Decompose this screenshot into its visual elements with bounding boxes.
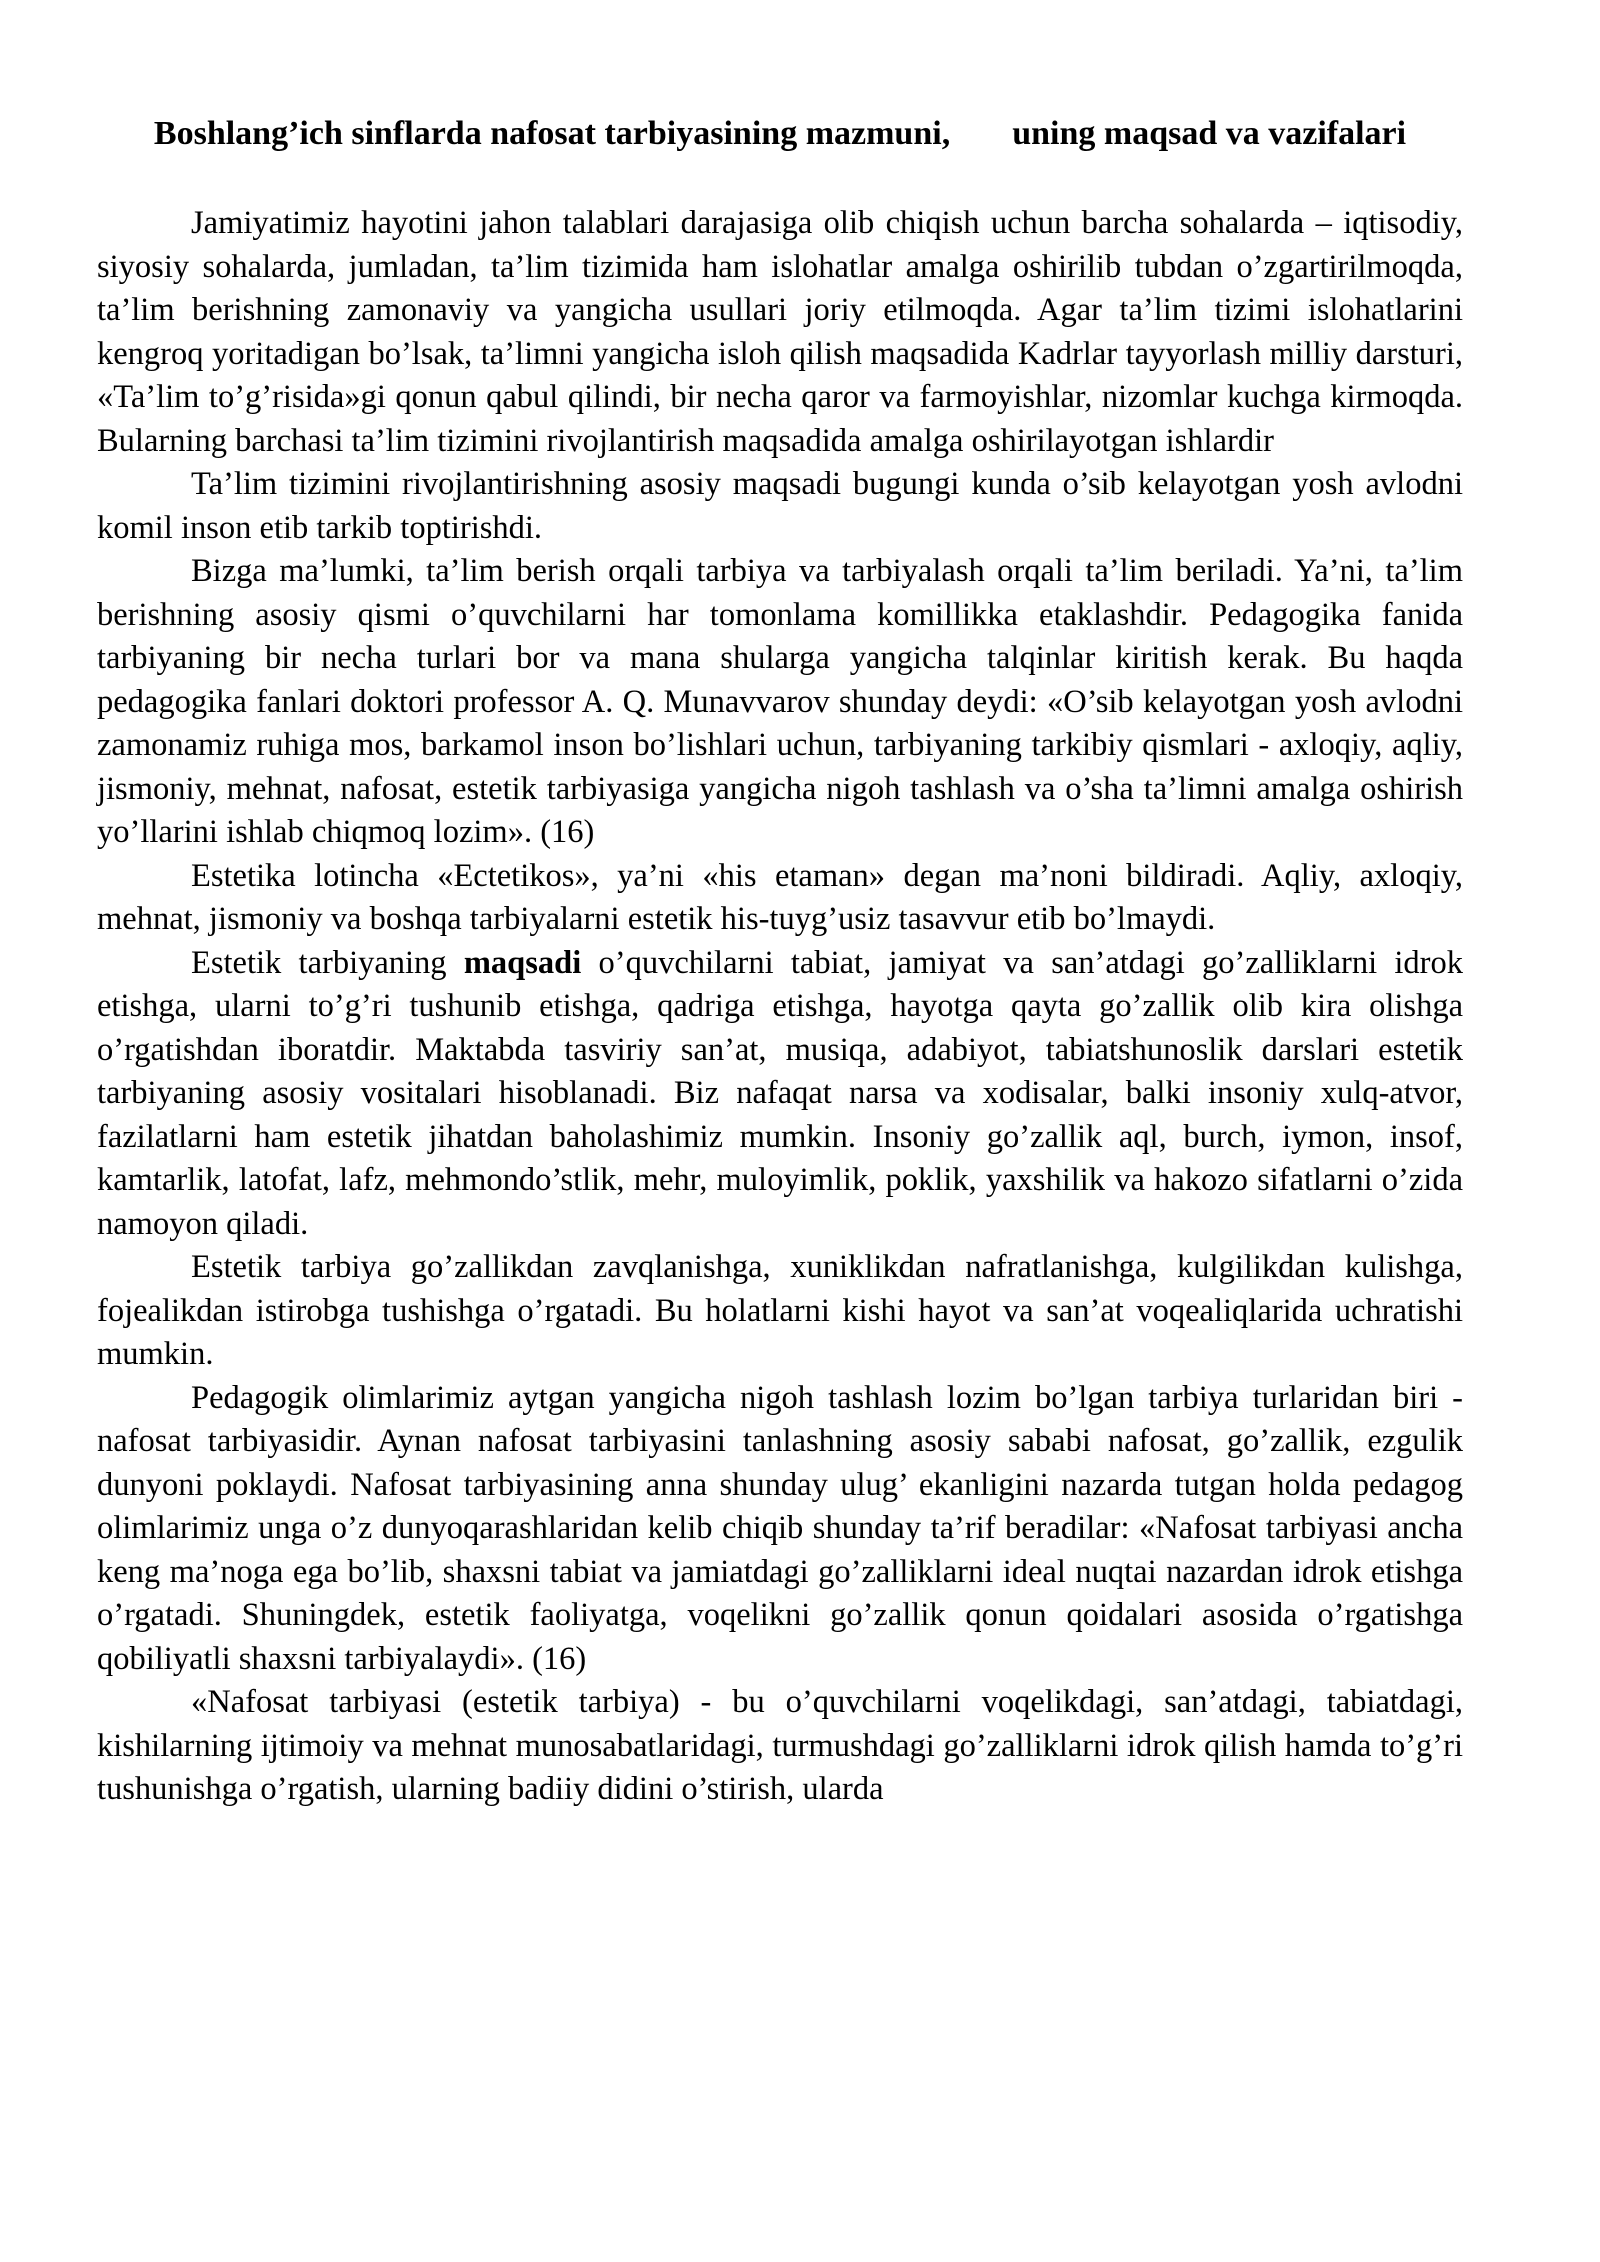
document-page [97, 112, 1463, 1812]
paragraph-4: Estetika lotincha «Ectetikos», ya’ni «his etaman» degan ma’noni bildiradi. Aqliy, axloqiy, mehnat, jismoniy va boshqa tarbiyalarni estetik his-tuyg’usiz tasavvur etib bo’lmaydi. [97, 857, 1463, 937]
paragraph-3: Bizga ma’lumki, ta’lim berish orqali tarbiya va tarbiyalash orqali ta’lim beriladi. Ya’ni, ta’lim berishning asosiy qismi o’quvchilarni har tomonlama komillikka etaklashdir. Pedagogika fanida tarbiyaning bir necha turlari bor va mana shularga yangicha talqinlar kiritish kerak. Bu haqda pedagogika fanlari doktori professor A. Q. Munavvarov shunday deydi: «O’sib kelayotgan yosh avlodni zamonamiz ruhiga mos, barkamol inson bo’lishlari uchun, tarbiyaning tarkibiy qismlari - axloqiy, aqliy, jismoniy, mehnat, nafosat, estetik tarbiyasiga yangicha nigoh tashlash va o’sha ta’limni amalga oshirish yo’llarini ishlab chiqmoq lozim». (16) [97, 553, 1463, 850]
title-part-2: uning maqsad va vazifalari [1012, 115, 1407, 152]
paragraph-5-start: Estetik tarbiyaning [191, 944, 464, 981]
paragraph-2: Ta’lim tizimini rivojlantirishning asosiy maqsadi bugungi kunda o’sib kelayotgan yosh avlodni komil inson etib tarkib toptirishdi. [97, 466, 1463, 546]
paragraph-5-rest: o’quvchilarni tabiat, jamiyat va san’atdagi go’zalliklarni idrok etishga, ularni to’g’ri tushunib etishga, qadriga etishga, hayotga qayta go’zallik olib kira olishga o’rgatishdan iboratdir. Maktabda tasviriy san’at, musiqa, adabiyot, tabiatshunoslik darslari estetik tarbiyaning asosiy vositalari hisoblanadi. Biz nafaqat narsa va xodisalar, balki insoniy xulq-atvor, fazilatlarni ham estetik jihatdan baholashimiz mumkin. Insoniy go’zallik aql, burch, iymon, insof, kamtarlik, latofat, lafz, mehmondo’stlik, mehr, muloyimlik, poklik, yaxshilik va hakozo sifatlarni o’zida namoyon qiladi. [97, 944, 1463, 1242]
title-part-1: Boshlang’ich sinflarda nafosat tarbiyasining mazmuni, [153, 115, 951, 152]
paragraph-5-bold-term: maqsadi [463, 944, 582, 981]
document-title [97, 112, 1463, 156]
paragraph-6: Estetik tarbiya go’zallikdan zavqlanishga, xuniklikdan nafratlanishga, kulgilikdan kulishga, fojealikdan istirobga tushishga o’rgatadi. Bu holatlarni kishi hayot va san’at voqealiqlarida uchratishi mumkin. [97, 1249, 1463, 1372]
paragraph-7: Pedagogik olimlarimiz aytgan yangicha nigoh tashlash lozim bo’lgan tarbiya turlaridan biri - nafosat tarbiyasidir. Aynan nafosat tarbiyasini tanlashning asosiy sababi nafosat, go’zallik, ezgulik dunyoni poklaydi. Nafosat tarbiyasining anna shunday ulug’ ekanligini nazarda tutgan holda pedagog olimlarimiz unga o’z dunyoqarashlaridan kelib chiqib shunday ta’rif beradilar: «Nafosat tarbiyasi ancha keng ma’noga ega bo’lib, shaxsni tabiat va jamiatdagi go’zalliklarni ideal nuqtai nazardan idrok etishga o’rgatadi. Shuningdek, estetik faoliyatga, voqelikni go’zallik qonun qoidalari asosida o’rgatishga qobiliyatli shaxsni tarbiyalaydi». (16) [97, 1379, 1463, 1677]
paragraph-1: Jamiyatimiz hayotini jahon talablari darajasiga olib chiqish uchun barcha sohalarda – iqtisodiy, siyosiy sohalarda, jumladan, ta’lim tizimida ham islohatlar amalga oshirilib tubdan o’zgartirilmoqda, ta’lim berishning zamonaviy va yangicha usullari joriy etilmoqda. Agar ta’lim tizimi islohatlarini kengroq yoritadigan bo’lsak, ta’limni yangicha isloh qilish maqsadida Kadrlar tayyorlash milliy darsturi, «Ta’lim to’g’risida»gi qonun qabul qilindi, bir necha qaror va farmoyishlar, nizomlar kuchga kirmoqda. Bularning barchasi ta’lim tizimini rivojlantirish maqsadida amalga oshirilayotgan ishlardir [97, 205, 1463, 459]
paragraph-5 [97, 942, 1463, 1247]
paragraph-8: «Nafosat tarbiyasi (estetik tarbiya) - bu o’quvchilarni voqelikdagi, san’atdagi, tabiatdagi, kishilarning ijtimoiy va mehnat munosabatlaridagi, turmushdagi go’zalliklarni idrok qilish hamda to’g’ri tushunishga o’rgatish, ularning badiiy didini o’stirish, ularda [97, 1684, 1463, 1807]
